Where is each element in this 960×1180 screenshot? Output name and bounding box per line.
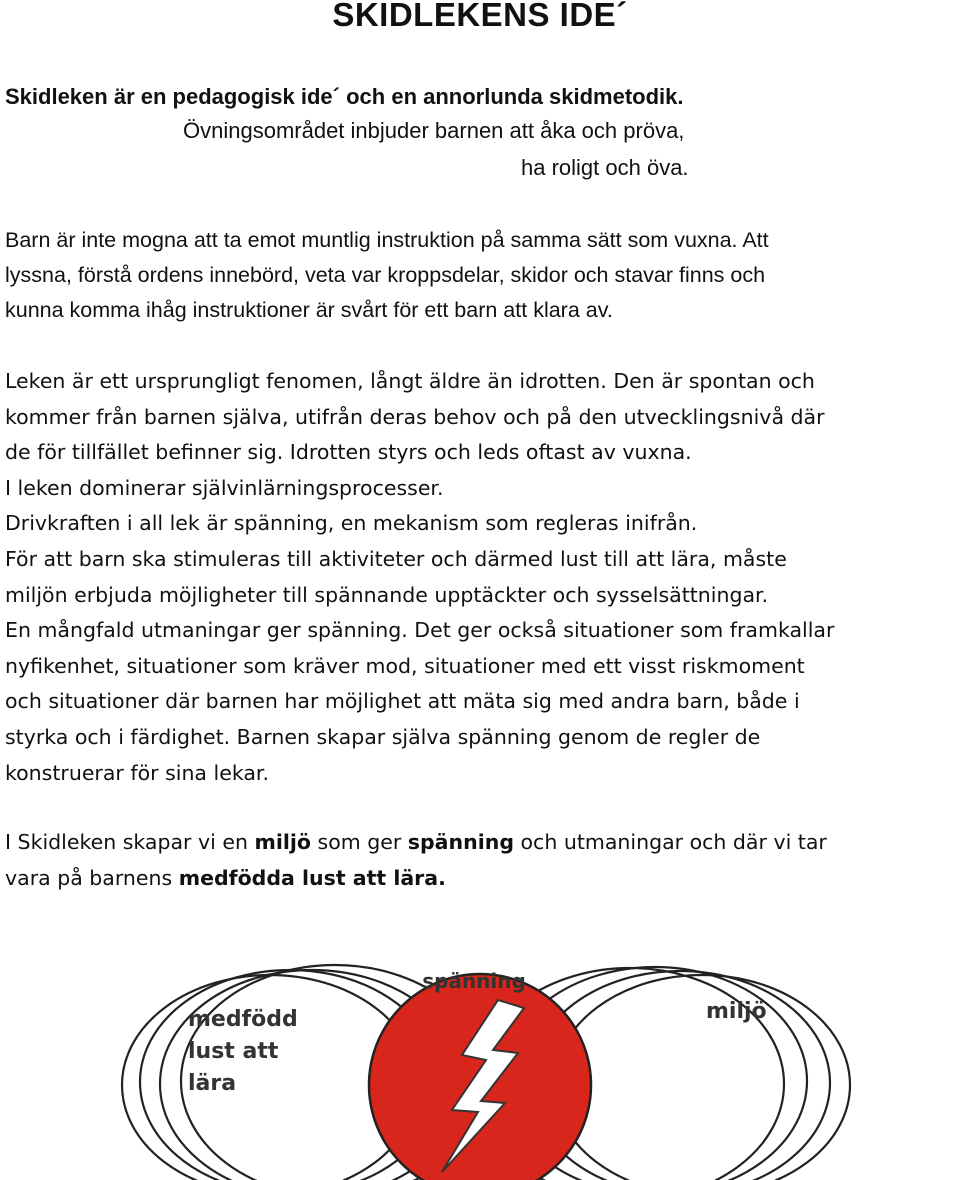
paragraph-line: För att barn ska stimuleras till aktiviteter och därmed lust till att lära, måste <box>5 546 787 571</box>
paragraph-instruction <box>5 223 960 328</box>
label-lust-att: lust att <box>188 1039 279 1064</box>
paragraph-line: de för tillfället befinner sig. Idrotten styrs och leds oftast av vuxna. <box>5 440 692 465</box>
circles-diagram <box>0 960 960 1180</box>
label-lara: lära <box>188 1071 237 1096</box>
paragraph-line: kunna komma ihåg instruktioner är svårt för ett barn att klara av. <box>5 298 613 322</box>
paragraph-line: styrka och i färdighet. Barnen skapar själva spänning genom de regler de <box>5 724 761 749</box>
paragraph-line: kommer från barnen själva, utifrån deras behov och på den utvecklingsnivå där <box>5 404 825 429</box>
right-circle <box>554 975 850 1180</box>
paragraph-line: En mångfald utmaningar ger spänning. Det ger också situationer som framkallar <box>5 618 835 643</box>
emphasis-miljo: miljö <box>254 830 311 854</box>
text-run: vara på barnens <box>5 865 179 890</box>
intro-line-1: Skidleken är en pedagogisk ide´ och en annorlunda skidmetodik. <box>5 84 684 109</box>
paragraph-line: miljön erbjuda möjligheter till spännande upptäckter och sysselsättningar. <box>5 582 769 607</box>
emphasis-spanning: spänning <box>407 830 514 854</box>
intro-line-2: Övningsområdet inbjuder barnen att åka och pröva, <box>183 118 685 143</box>
text-run: I Skidleken skapar vi en <box>5 830 255 854</box>
paragraph-play <box>5 364 960 791</box>
paragraph-line: lyssna, förstå ordens innebörd, veta var kroppsdelar, skidor och stavar finns och <box>5 263 766 287</box>
label-medfodd: medfödd <box>188 1007 298 1032</box>
label-miljo: miljö <box>706 999 767 1024</box>
paragraph-line: Barn är inte mogna att ta emot muntlig instruktion på samma sätt som vuxna. Att <box>5 228 769 252</box>
paragraph-line: och situationer där barnen har möjlighet att mäta sig med andra barn, både i <box>5 689 800 714</box>
paragraph-line <box>5 861 960 897</box>
text-run: som ger <box>311 830 408 854</box>
label-spanning: spänning <box>422 969 526 993</box>
paragraph-line <box>5 825 960 861</box>
paragraph-line: I leken dominerar självinlärningsprocesser. <box>5 475 444 500</box>
intro-line-3: ha roligt och öva. <box>521 155 689 180</box>
paragraph-conclusion <box>5 825 960 896</box>
emphasis-lust-att-lara: medfödda lust att lära. <box>178 865 446 890</box>
paragraph-line: konstruerar för sina lekar. <box>5 760 269 785</box>
text-run: och utmaningar och där vi tar <box>514 830 827 854</box>
paragraph-line: Leken är ett ursprungligt fenomen, långt äldre än idrotten. Den är spontan och <box>5 369 815 393</box>
paragraph-line: nyfikenhet, situationer som kräver mod, situationer med ett visst riskmoment <box>5 653 805 678</box>
page-title: SKIDLEKENS IDE´ <box>332 0 628 33</box>
paragraph-line: Drivkraften i all lek är spänning, en mekanism som regleras inifrån. <box>5 511 698 536</box>
